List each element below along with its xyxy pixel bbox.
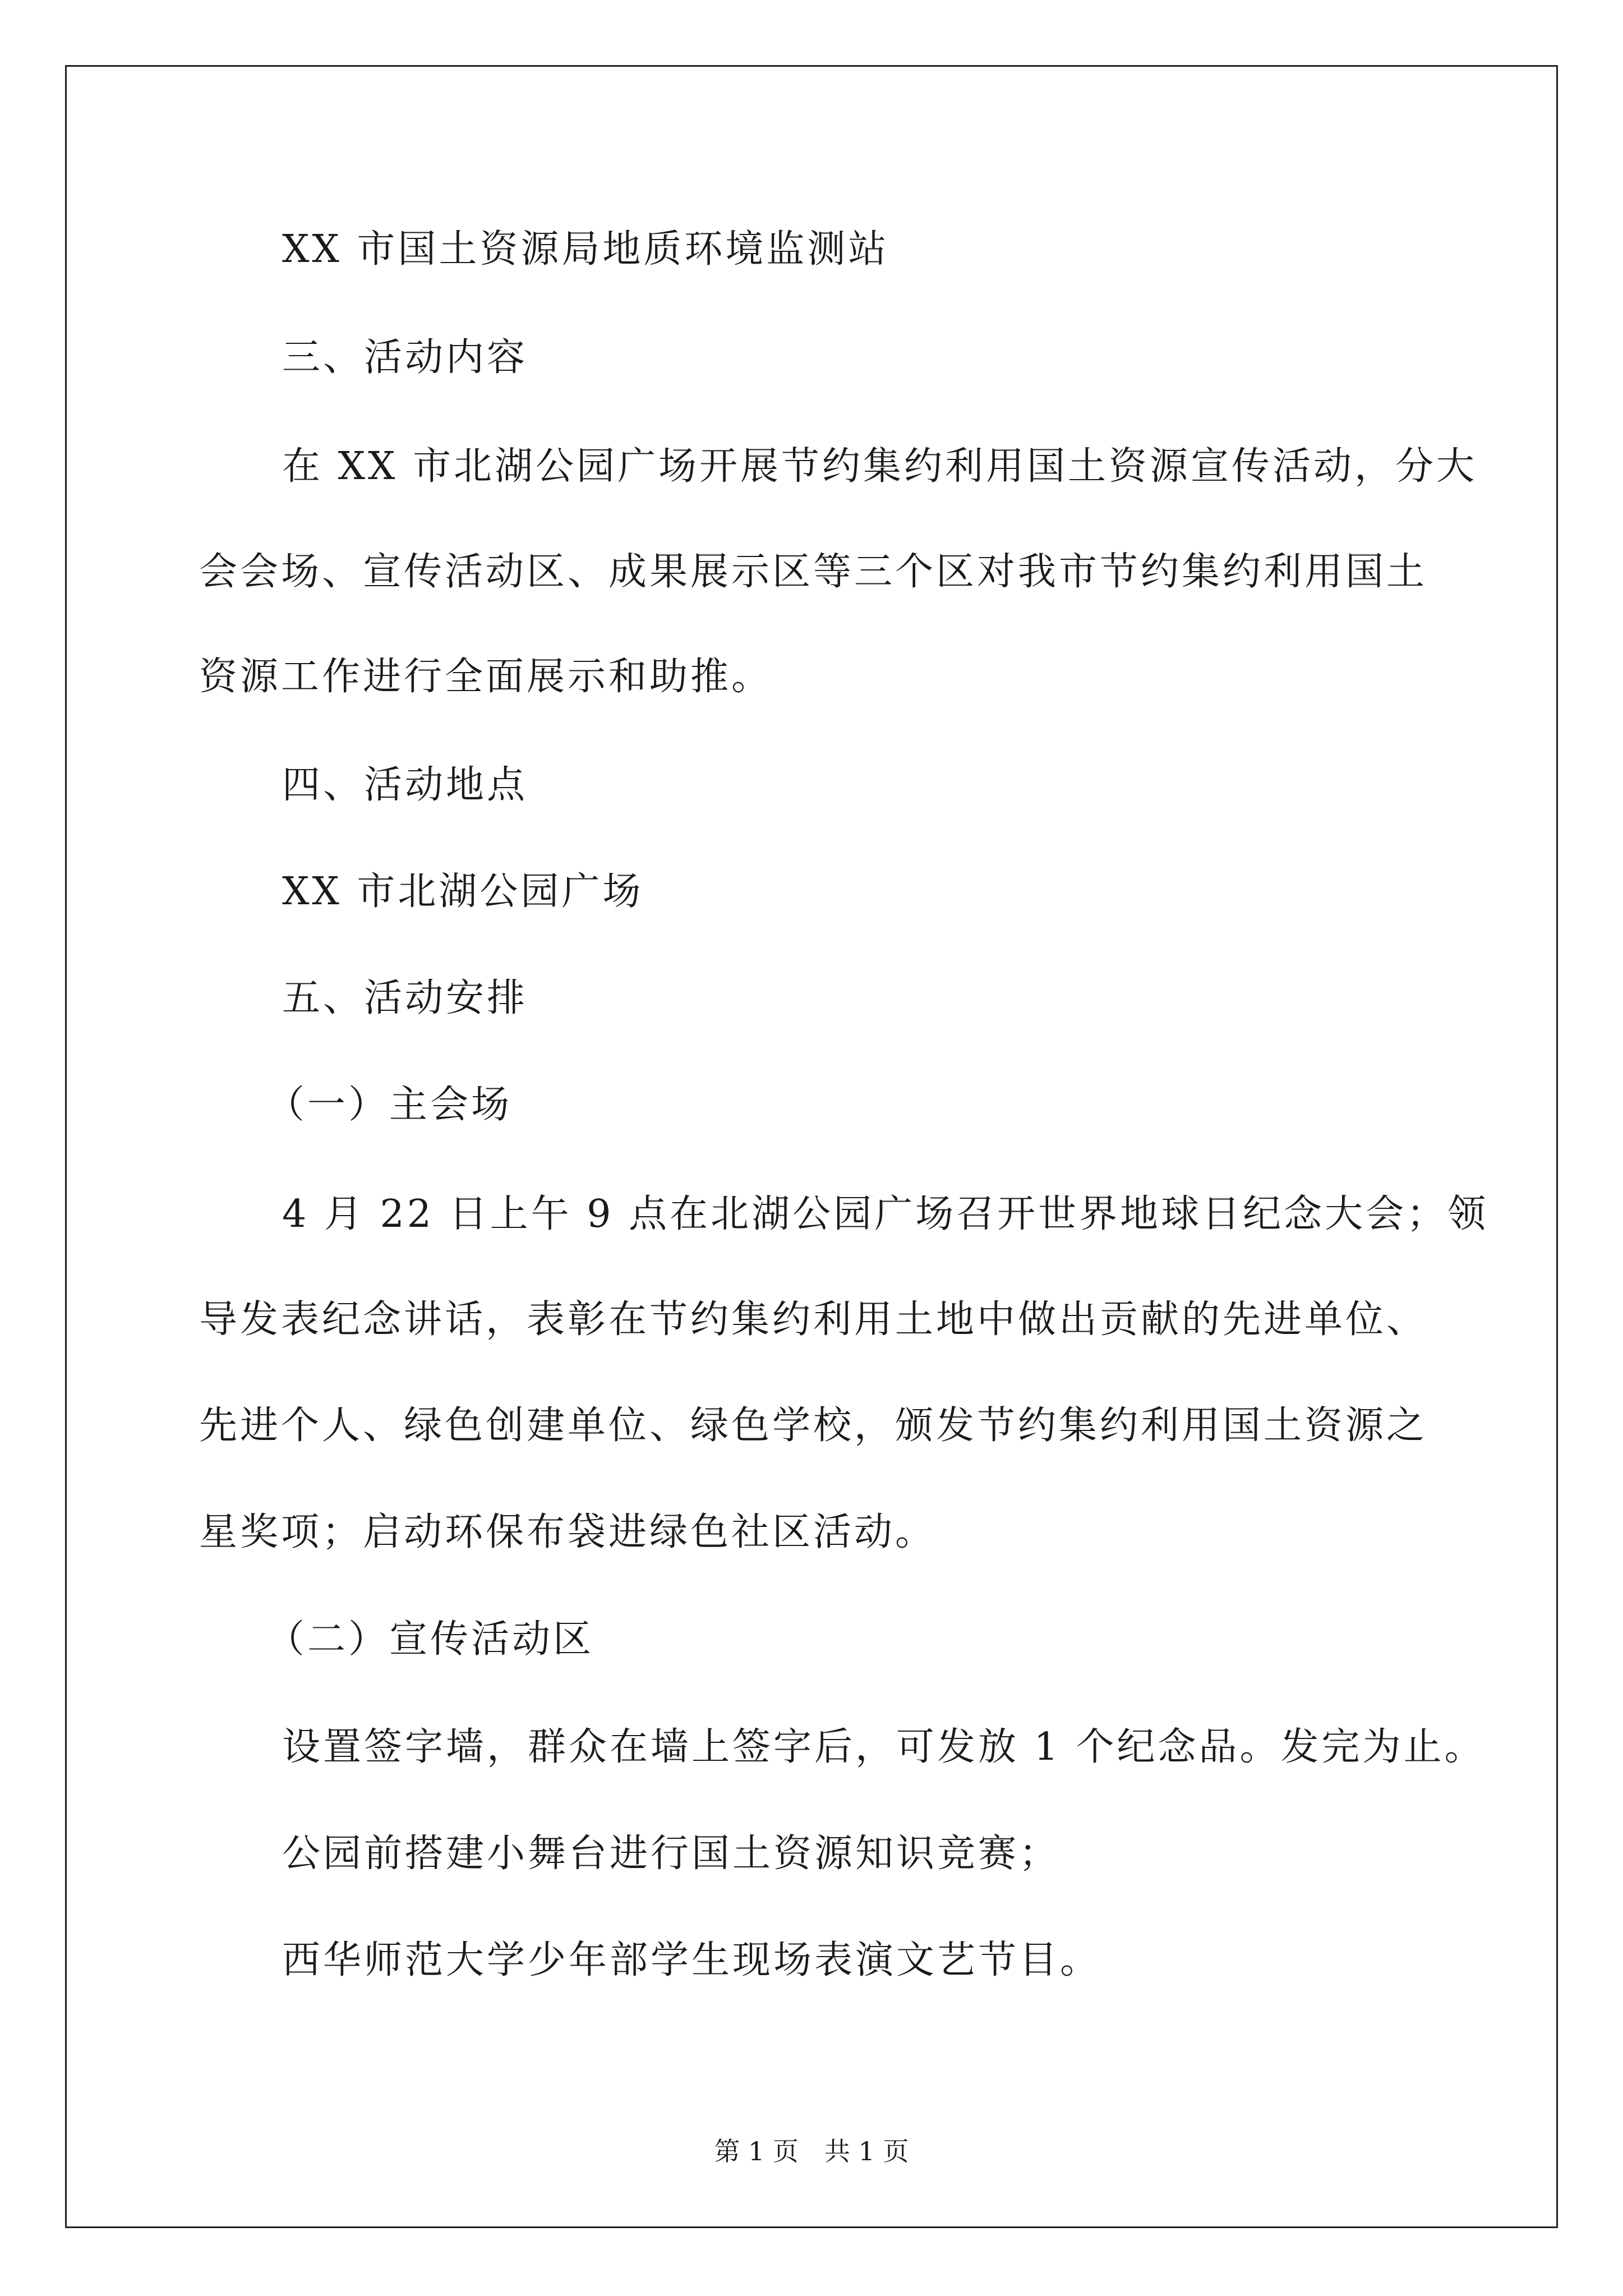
paragraph-performance: 西华师范大学少年部学生现场表演文艺节目。: [282, 1938, 1101, 1982]
paragraph-content-line-2: 会会场、宣传活动区、成果展示区等三个区对我市节约集约利用国土: [199, 550, 1428, 594]
paragraph-main-venue-line-4: 星奖项；启动环保布袋进绿色社区活动。: [199, 1510, 937, 1554]
paragraph-main-venue-line-1: 4 月 22 日上午 9 点在北湖公园广场召开世界地球日纪念大会；领: [282, 1192, 1489, 1236]
subheading-publicity-area: （二）宣传活动区: [266, 1617, 594, 1662]
paragraph-signature-wall: 设置签字墙，群众在墙上签字后，可发放 1 个纪念品。发完为止。: [282, 1725, 1486, 1769]
paragraph-content-line-1: 在 XX 市北湖公园广场开展节约集约利用国土资源宣传活动，分大: [282, 444, 1478, 489]
paragraph-content-line-3: 资源工作进行全面展示和助推。: [199, 655, 773, 699]
heading-section-5: 五、活动安排: [282, 976, 528, 1020]
paragraph-organizer: XX 市国土资源局地质环境监测站: [282, 227, 889, 272]
subheading-main-venue: （一）主会场: [266, 1083, 513, 1127]
paragraph-location: XX 市北湖公园广场: [282, 869, 644, 914]
heading-section-4: 四、活动地点: [282, 763, 528, 807]
paragraph-main-venue-line-3: 先进个人、绿色创建单位、绿色学校，颁发节约集约利用国土资源之: [199, 1404, 1428, 1448]
page-footer: 第 1 页 共 1 页: [714, 2136, 909, 2166]
heading-section-3: 三、活动内容: [282, 335, 528, 380]
page-border: [65, 65, 1558, 2228]
paragraph-main-venue-line-2: 导发表纪念讲话，表彰在节约集约利用土地中做出贡献的先进单位、: [199, 1297, 1428, 1342]
paragraph-quiz-stage: 公园前搭建小舞台进行国土资源知识竞赛；: [282, 1832, 1061, 1876]
